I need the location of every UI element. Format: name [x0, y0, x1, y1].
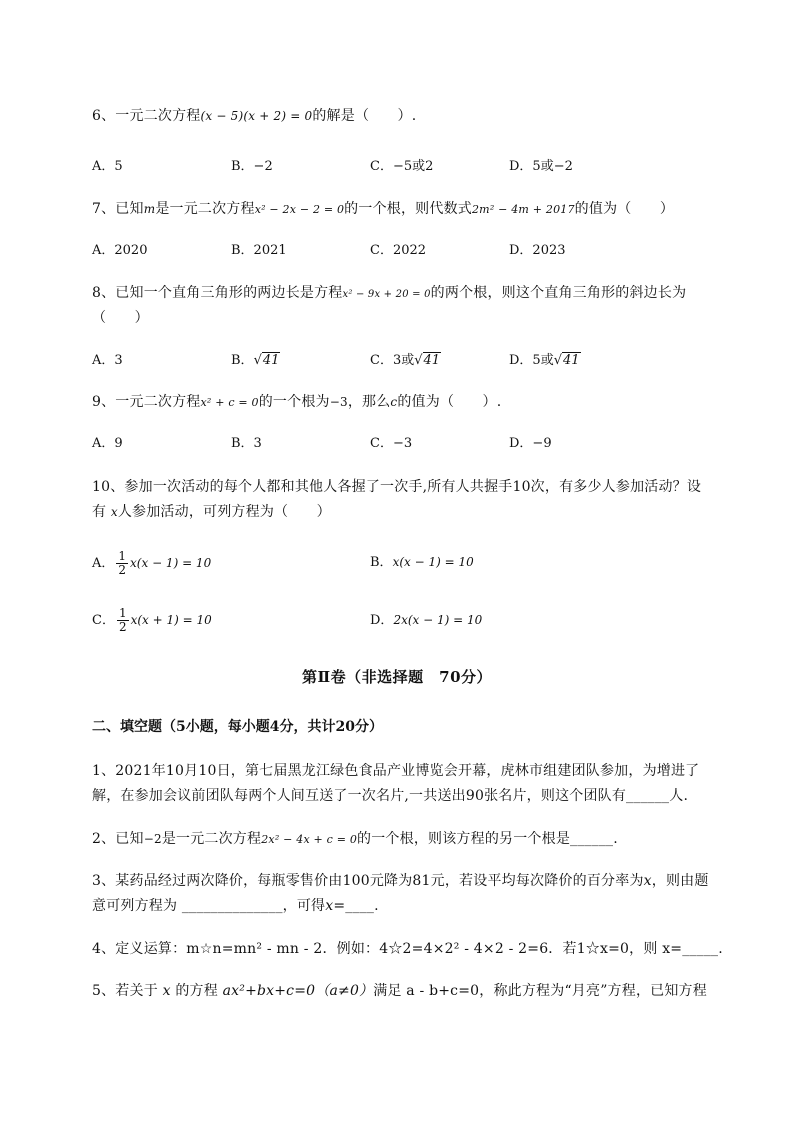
question-7-stem: [92, 199, 674, 220]
q9-text-mid2: ，那么: [347, 394, 391, 410]
q8-option-d-label: D．5或: [509, 353, 554, 368]
fill-3-line1-post: ，则由题: [651, 873, 709, 889]
fill-5-equation: ax²+bx+c=0（a≠0）: [222, 983, 374, 999]
sqrt-41-b: [254, 351, 281, 371]
q8-text-post: 的两个根，则这个直角三角形的斜边长为: [430, 285, 687, 301]
q10-var-x: x: [110, 505, 118, 519]
q9-text-post: 的值为（ ）.: [397, 394, 502, 410]
q10-option-d-expr: 2x(x − 1) = 10: [393, 613, 483, 627]
fill-3-line1: [92, 871, 709, 891]
fill-4-stem: 4、定义运算：m☆n=mn² - mn - 2．例如：4☆2=4×2² - 4×2 - 2=6．若1☆x=0，则 x=_____.: [92, 941, 723, 957]
q10-option-d-label: D．: [370, 613, 394, 628]
q9-option-b[interactable]: B．3: [231, 436, 262, 451]
q6-option-b[interactable]: B．−2: [231, 159, 273, 174]
q9-equation: x² + c = 0: [200, 396, 259, 409]
q10-option-d[interactable]: [370, 610, 482, 631]
sqrt-sign-icon: √: [553, 353, 562, 368]
section-subheading: 二、填空题（5小题，每小题4分，共计20分）: [92, 719, 383, 735]
sqrt-41-d: [554, 351, 581, 371]
q8-equation: x² − 9x + 20 = 0: [342, 289, 431, 300]
q6-text-post: 的解是（ ）.: [312, 108, 417, 124]
fill-1-line2: 解，在参加会议前团队每两个人间互送了一次名片,一共送出90张名片，则这个团队有______人.: [92, 788, 689, 804]
q10-option-b-label: B．: [370, 555, 393, 570]
question-6-stem: [92, 106, 416, 126]
q7-option-a[interactable]: A．2020: [92, 243, 148, 258]
question-10-stem-line2: [92, 502, 331, 522]
q10-text-post: 人参加活动，可列方程为（ ）: [117, 504, 331, 520]
q10-text-pre: 有: [92, 504, 107, 520]
fraction-numerator: 1: [118, 606, 127, 620]
fraction-numerator: 1: [118, 549, 127, 563]
q9-var-c: c: [390, 395, 398, 409]
fill-2-root: −2: [143, 832, 162, 846]
fraction-denominator: 2: [118, 563, 127, 577]
q10-option-b[interactable]: [370, 552, 474, 573]
sqrt-41-c: [414, 351, 441, 371]
question-9-stem: [92, 392, 501, 413]
q8-option-d[interactable]: [509, 351, 581, 371]
q8-option-c-label: C．3或: [370, 353, 415, 368]
q7-equation: x² − 2x − 2 = 0: [254, 203, 345, 216]
q7-text-post: 的值为（ ）: [574, 201, 675, 217]
fill-5-var-x: x: [162, 983, 171, 999]
q10-option-c-expr: x(x + 1) = 10: [130, 613, 212, 627]
fraction-denominator: 2: [118, 620, 127, 634]
q7-var-m: m: [143, 202, 156, 216]
q6-equation: (x − 5)(x + 2) = 0: [200, 109, 313, 123]
q8-answer-paren: （ ）: [92, 310, 149, 326]
q6-option-c[interactable]: C．−5或2: [370, 159, 434, 174]
q9-text-mid: 的一个根为: [258, 394, 330, 410]
q8-option-a[interactable]: A．3: [92, 353, 123, 368]
q8-option-c[interactable]: [370, 351, 441, 371]
q10-option-a[interactable]: [92, 550, 211, 577]
fill-5-post: 满足 a - b+c=0，称此方程为“月亮”方程，已知方程: [373, 983, 707, 999]
q7-option-d[interactable]: D．2023: [509, 243, 566, 258]
q10-option-c[interactable]: [92, 607, 212, 634]
fill-5-stem: [92, 981, 707, 1001]
q6-option-d[interactable]: D．5或−2: [509, 159, 573, 174]
section-title: 第Ⅱ卷（非选择题 70分）: [301, 668, 493, 686]
q10-option-b-expr: x(x − 1) = 10: [392, 555, 474, 569]
fraction-one-half: [117, 607, 129, 634]
fill-2-equation: 2x² − 4x + c = 0: [261, 833, 358, 846]
radicand: 41: [423, 353, 441, 368]
q10-option-a-label: A．: [92, 556, 115, 571]
fill-3-line2-var: x: [325, 898, 334, 914]
q6-text-pre: 6、一元二次方程: [92, 108, 201, 124]
radicand: 41: [563, 353, 580, 368]
question-10-stem-line1: 10、参加一次活动的每个人都和其他人各握了一次手,所有人共握手10次，有多少人参加活动？设: [92, 479, 702, 495]
q8-option-b-label: B．: [231, 353, 254, 368]
q7-text-mid2: 的一个根，则代数式: [344, 201, 472, 217]
fill-5-pre: 5、若关于: [92, 983, 158, 999]
q10-option-a-expr: x(x − 1) = 10: [130, 556, 212, 570]
q7-text-mid1: 是一元二次方程: [155, 201, 255, 217]
fill-2-post: 的一个根，则该方程的另一个根是______.: [357, 831, 618, 847]
fill-1-line1: 1、2021年10月10日，第七届黑龙江绿色食品产业博览会开幕，虎林市组建团队参加，为增进了: [92, 763, 700, 779]
fill-3-line2-post: =____.: [333, 898, 379, 914]
q8-option-b[interactable]: [231, 351, 280, 371]
q8-text-pre: 8、已知一个直角三角形的两边长是方程: [92, 285, 343, 301]
radicand: 41: [262, 353, 280, 368]
q9-option-a[interactable]: A．9: [92, 436, 123, 451]
fill-5-mid: 的方程: [175, 983, 218, 999]
fill-2-pre: 2、已知: [92, 831, 144, 847]
q9-root: −3: [329, 395, 348, 409]
q7-expression: 2m² − 4m + 2017: [471, 203, 575, 216]
q7-text-pre: 7、已知: [92, 201, 144, 217]
q7-option-c[interactable]: C．2022: [370, 243, 427, 258]
q9-text-pre: 9、一元二次方程: [92, 394, 201, 410]
sqrt-sign-icon: √: [414, 353, 423, 368]
q7-option-b[interactable]: B．2021: [231, 243, 287, 258]
fill-3-line1-pre: 3、某药品经过两次降价，每瓶零售价由100元降为81元，若设平均每次降价的百分率为: [92, 873, 644, 889]
fill-3-var-x: x: [643, 873, 652, 889]
fill-3-line2: [92, 896, 379, 916]
fill-3-line2-pre: 意可列方程为 ______________，可得: [92, 898, 326, 914]
q9-option-d[interactable]: D．−9: [509, 436, 552, 451]
fraction-one-half: [116, 550, 128, 577]
q9-option-c[interactable]: C．−3: [370, 436, 413, 451]
fill-2-mid: 是一元二次方程: [161, 831, 262, 847]
fill-2-stem: [92, 829, 618, 850]
q10-option-c-label: C．: [92, 613, 115, 628]
question-8-stem: [92, 283, 686, 305]
sqrt-sign-icon: √: [253, 353, 262, 368]
q6-option-a[interactable]: A．5: [92, 159, 123, 174]
